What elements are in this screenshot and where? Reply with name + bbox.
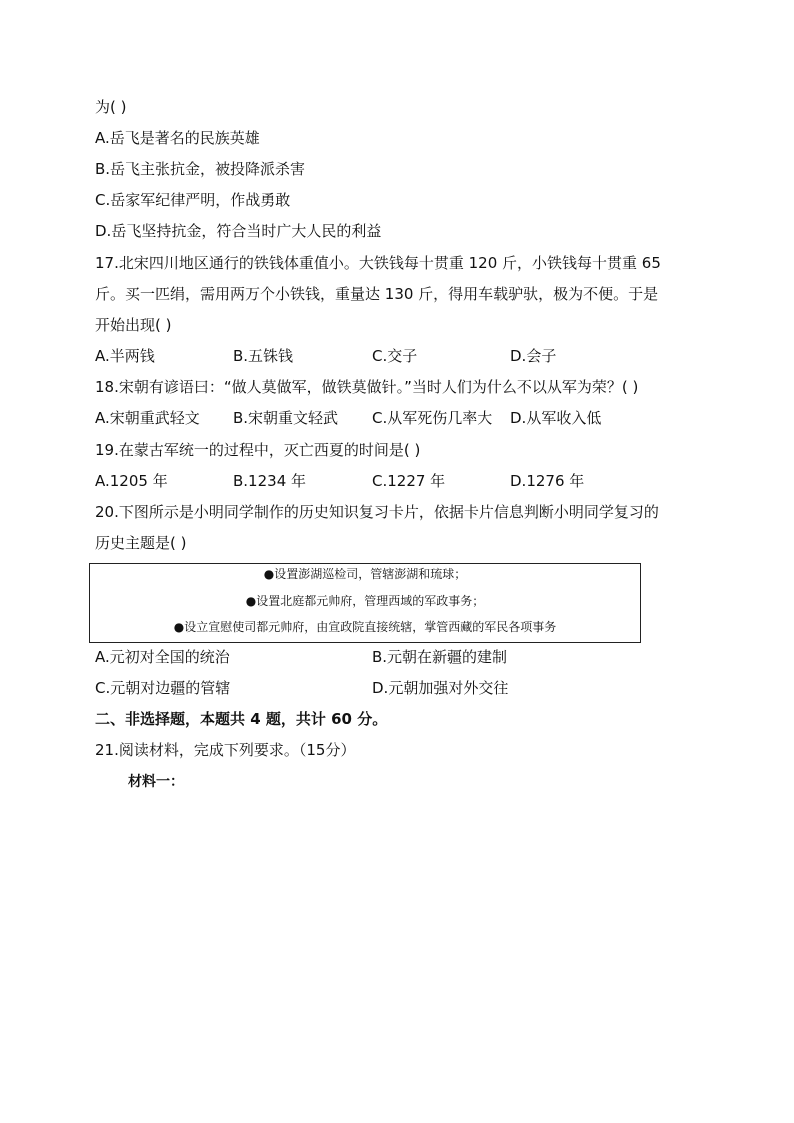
q19-options <box>95 471 715 491</box>
review-card-item-2: ●设置北庭都元帅府，管理西域的军政事务； <box>245 594 485 608</box>
q18-option-b: B.宋朝重文轻武 <box>233 409 339 427</box>
q16-option-b: B.岳飞主张抗金，被投降派杀害 <box>95 160 306 178</box>
q17-options <box>95 346 715 366</box>
q20-stem-line-2: 历史主题是( ) <box>95 534 187 552</box>
q21-stem: 21.阅读材料，完成下列要求。（15分） <box>95 741 356 759</box>
q19-stem: 19.在蒙古军统一的过程中，灭亡西夏的时间是( ) <box>95 441 421 459</box>
q16-option-d: D.岳飞坚持抗金，符合当时广大人民的利益 <box>95 222 382 240</box>
q20-stem-line-1: 20.下图所示是小明同学制作的历史知识复习卡片，依据卡片信息判断小明同学复习的 <box>95 503 659 521</box>
q20-options-row-1 <box>95 647 715 667</box>
q18-option-a: A.宋朝重武轻文 <box>95 409 200 427</box>
q19-option-b: B.1234 年 <box>233 472 307 490</box>
q20-option-c: C.元朝对边疆的管辖 <box>95 679 231 697</box>
material-1-label: 材料一： <box>128 774 184 790</box>
q17-option-c: C.交子 <box>372 347 418 365</box>
q19-option-a: A.1205 年 <box>95 472 168 490</box>
q17-option-d: D.会子 <box>510 347 557 365</box>
q19-option-c: C.1227 年 <box>372 472 446 490</box>
q20-option-d: D.元朝加强对外交往 <box>372 679 509 697</box>
review-card-item-3: ●设立宣慰使司都元帅府，由宣政院直接统辖，掌管西藏的军民各项事务 <box>173 620 557 634</box>
q16-stem-tail: 为( ) <box>95 98 127 116</box>
q18-option-d: D.从军收入低 <box>510 409 602 427</box>
q17-stem-line-1: 17.北宋四川地区通行的铁钱体重值小。大铁钱每十贯重 120 斤，小铁钱每十贯重 65 <box>95 254 661 272</box>
q20-options-row-2 <box>95 678 715 698</box>
q17-option-a: A.半两钱 <box>95 347 155 365</box>
q17-option-b: B.五铢钱 <box>233 347 294 365</box>
q19-option-d: D.1276 年 <box>510 472 585 490</box>
section-2-heading: 二、非选择题，本题共 4 题，共计 60 分。 <box>95 710 388 728</box>
q18-option-c: C.从军死伤几率大 <box>372 409 493 427</box>
q20-option-b: B.元朝在新疆的建制 <box>372 648 508 666</box>
q16-option-c: C.岳家军纪律严明，作战勇敢 <box>95 191 291 209</box>
q16-option-a: A.岳飞是著名的民族英雄 <box>95 129 260 147</box>
q17-stem-line-2: 斤。买一匹绢，需用两万个小铁钱，重量达 130 斤，得用车载驴驮，极为不便。于是 <box>95 285 659 303</box>
q17-stem-line-3: 开始出现( ) <box>95 316 172 334</box>
review-card <box>89 563 641 643</box>
q18-options <box>95 408 715 428</box>
q18-stem: 18.宋朝有谚语曰：“做人莫做军，做铁莫做针。”当时人们为什么不以从军为荣？( ) <box>95 378 639 396</box>
q20-option-a: A.元初对全国的统治 <box>95 648 230 666</box>
review-card-item-1: ●设置澎湖巡检司，管辖澎湖和琉球； <box>263 567 467 581</box>
